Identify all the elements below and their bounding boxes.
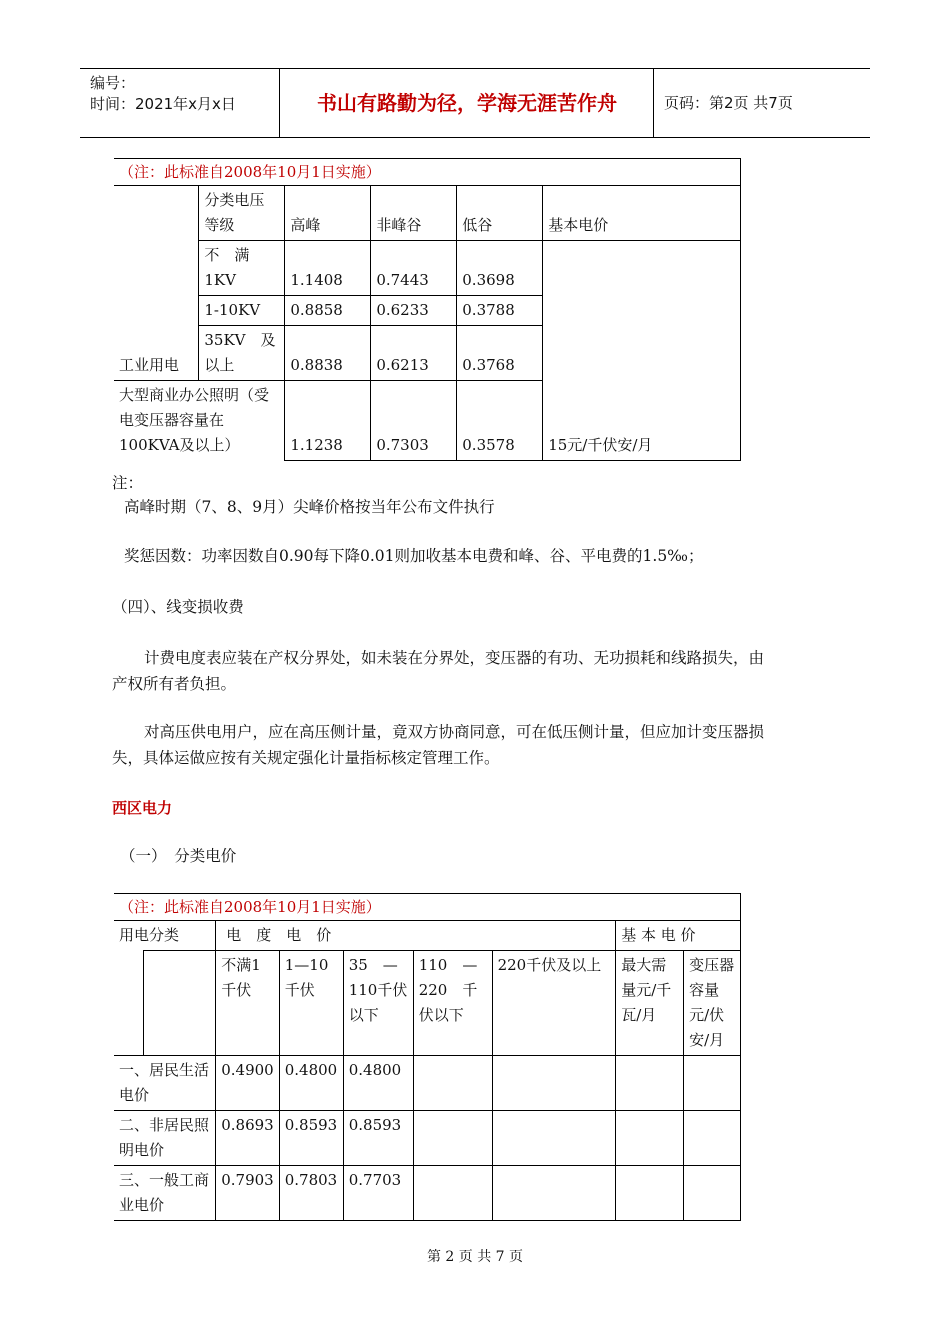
table2-col-energy: 电 度 电 价 [216, 921, 616, 951]
table1-row-level: 1-10KV [199, 296, 285, 326]
table1-group-label: 工业用电 [114, 186, 199, 381]
doc-id-label: 编号： [90, 74, 136, 92]
table1-row-peak: 0.8838 [285, 326, 371, 381]
header-motto: 书山有路勤为径，学海无涯苦作舟 [281, 69, 654, 137]
header-meta [80, 69, 280, 137]
west-subheading: （一） 分类电价 [120, 847, 237, 865]
west-price-table [114, 893, 741, 1221]
table1-header-level: 分类电压等级 [199, 186, 285, 241]
section4-title: （四）、线变损收费 [112, 598, 244, 616]
table2-row-v2: 0.8593 [279, 1111, 343, 1166]
table2-sub-7: 变压器容量元/伏安/月 [684, 951, 741, 1056]
table2-row-name: 三、一般工商业电价 [114, 1166, 216, 1221]
table1-row-flat: 0.7443 [371, 241, 457, 296]
west-heading: 西区电力 [112, 799, 173, 817]
industrial-price-table [114, 158, 741, 461]
notes-line-1: 高峰时期（7、8、9月）尖峰价格按当年公布文件执行 [124, 498, 495, 516]
table2-sub-4: 110 —220 千伏以下 [413, 951, 492, 1056]
page-header [80, 68, 870, 138]
table2-col-category: 用电分类 [114, 921, 216, 951]
table2-sub-6: 最大需量元/千瓦/月 [616, 951, 684, 1056]
table1-commercial-label: 大型商业办公照明（受电变压器容量在100KVA及以上） [114, 381, 285, 461]
section4-para-1: 计费电度表应装在产权分界处，如未装在分界处，变压器的有功、无功损耗和线路损失，由产权所有者负担。 [112, 649, 765, 693]
table2-sub-5: 220千伏及以上 [492, 951, 616, 1056]
table2-col-base: 基 本 电 价 [616, 921, 741, 951]
table1-commercial-flat: 0.7303 [371, 381, 457, 461]
table1-commercial-peak: 1.1238 [285, 381, 371, 461]
table2-row-v1: 0.7903 [216, 1166, 280, 1221]
table1-header-flat: 非峰谷 [371, 186, 457, 241]
page-footer: 第 2 页 共 7 页 [426, 1249, 524, 1265]
table2-row-v3: 0.7703 [343, 1166, 413, 1221]
header-page-info: 页码：第2页 共7页 [664, 94, 793, 112]
table1-commercial-valley: 0.3578 [457, 381, 543, 461]
table2-row-v1: 0.4900 [216, 1056, 280, 1111]
table1-row-peak: 1.1408 [285, 241, 371, 296]
table1-row-valley: 0.3768 [457, 326, 543, 381]
table1-header-peak: 高峰 [285, 186, 371, 241]
table1-row-flat: 0.6213 [371, 326, 457, 381]
table2-row-v2: 0.4800 [279, 1056, 343, 1111]
section4-para-2: 对高压供电用户，应在高压侧计量，竟双方协商同意，可在低压侧计量，但应加计变压器损失，具体运做应按有关规定强化计量指标核定管理工作。 [112, 723, 765, 767]
table2-note: （注：此标准自2008年10月1日实施） [114, 894, 741, 921]
table1-header-valley: 低谷 [457, 186, 543, 241]
table2-row-v3: 0.8593 [343, 1111, 413, 1166]
table2-row-name: 二、非居民照明电价 [114, 1111, 216, 1166]
table1-base-price: 15元/千伏安/月 [543, 241, 741, 461]
table1-row-peak: 0.8858 [285, 296, 371, 326]
notes-line-2: 奖惩因数：功率因数自0.90每下降0.01则加收基本电费和峰、谷、平电费的1.5‰； [124, 547, 704, 565]
table1-row-level: 不 满 1KV [199, 241, 285, 296]
table1-row-level: 35KV 及以上 [199, 326, 285, 381]
table1-row-flat: 0.6233 [371, 296, 457, 326]
doc-time: 时间：2021年x月x日 [90, 95, 236, 113]
table2-row-v2: 0.7803 [279, 1166, 343, 1221]
table2-sub-3: 35 —110千伏以下 [343, 951, 413, 1056]
table2-sub-1: 不满1千伏 [216, 951, 280, 1056]
table1-row-valley: 0.3788 [457, 296, 543, 326]
table2-sub-2: 1—10千伏 [279, 951, 343, 1056]
notes-label: 注： [112, 474, 144, 492]
table2-row-name: 一、居民生活电价 [114, 1056, 216, 1111]
table2-row-v1: 0.8693 [216, 1111, 280, 1166]
table1-header-base: 基本电价 [543, 186, 741, 241]
table1-row-valley: 0.3698 [457, 241, 543, 296]
table2-row-v3: 0.4800 [343, 1056, 413, 1111]
table1-note: （注：此标准自2008年10月1日实施） [114, 159, 741, 186]
